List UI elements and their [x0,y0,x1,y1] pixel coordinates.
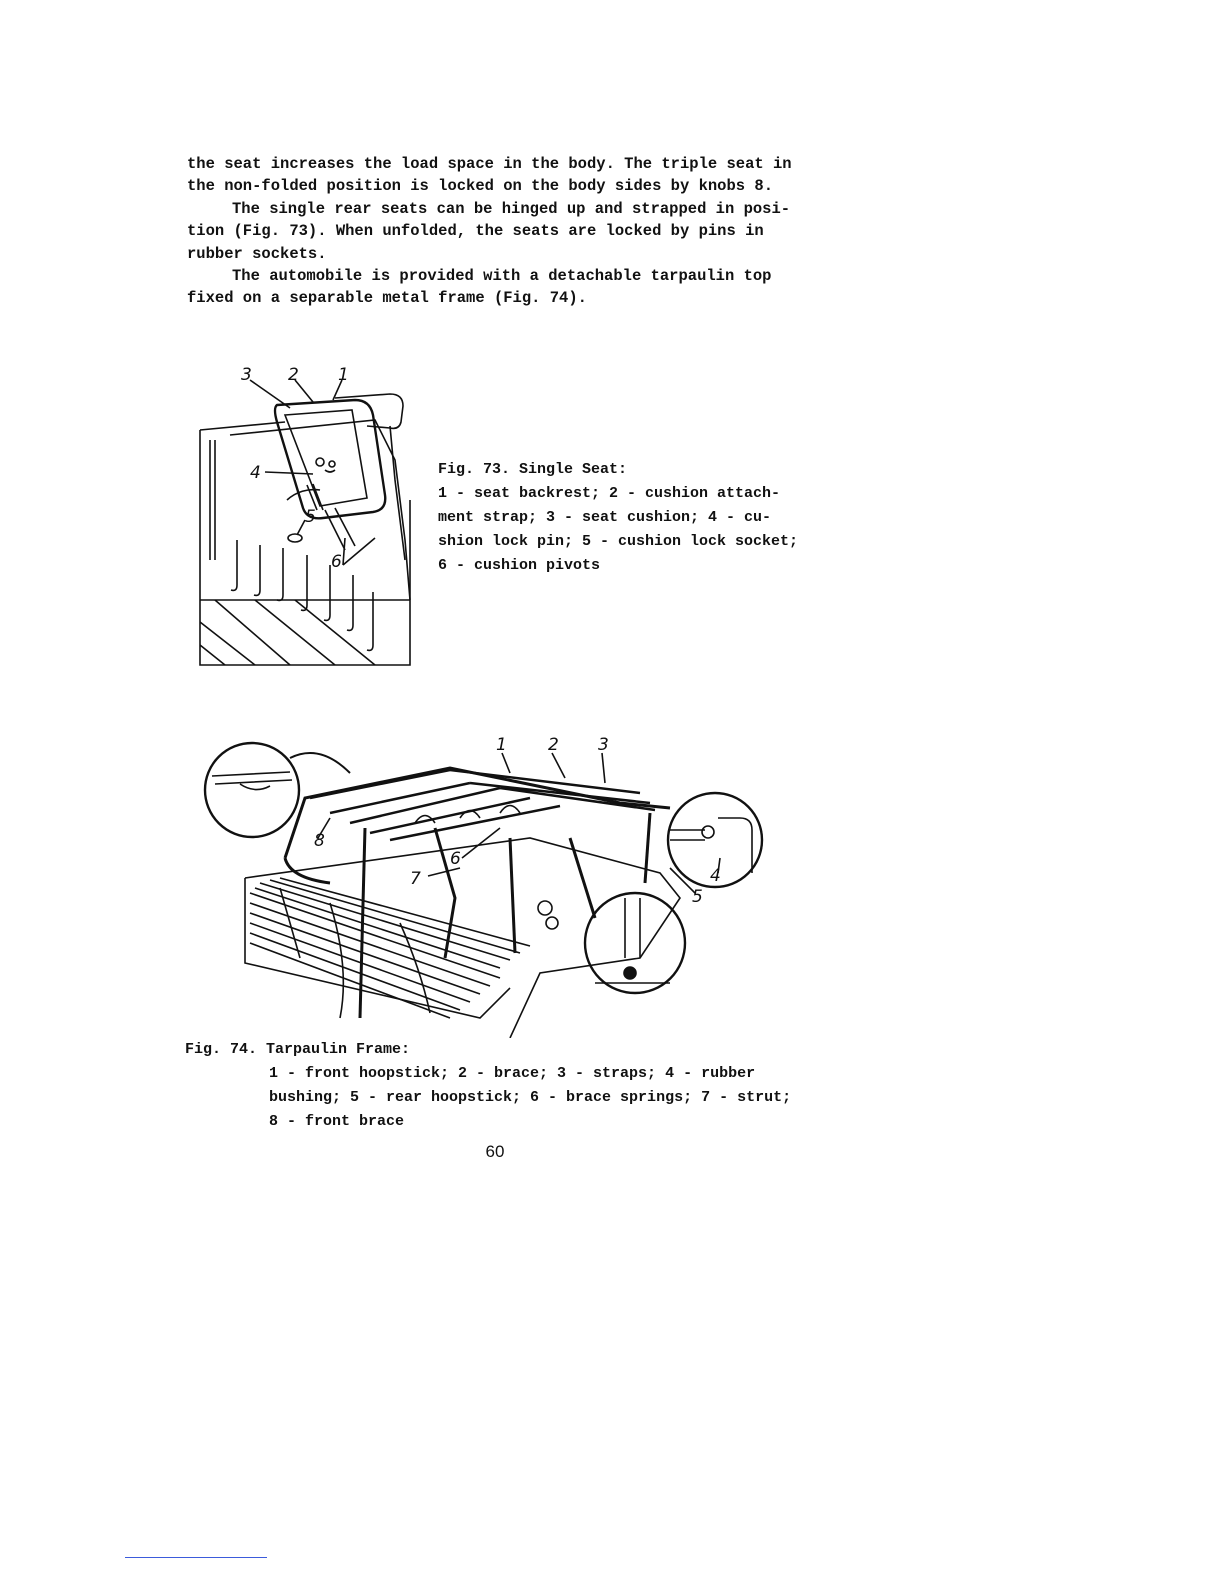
caption-line: Fig. 73. Single Seat: [438,461,628,478]
fig74-callout-8: 8 [314,831,325,851]
body-paragraph-3: The automobile is provided with a detachable tarpaulin top fixed on a separable metal frame (Fig. 74). [187,267,772,308]
fig73-callout-6: 6 [331,552,342,572]
caption-line: ment strap; 3 - seat cushion; 4 - cu- [438,509,772,526]
figure-73-caption [438,458,808,578]
body-paragraph-1: the seat increases the load space in the body. The triple seat in the non-folded position is locked on the body sides by knobs 8. [187,155,792,196]
figure-74-illustration [200,728,770,1038]
page-number: 60 [485,1142,505,1161]
figure-73-illustration [195,360,413,670]
fig73-callout-5: 5 [305,507,316,527]
fig74-callout-6: 6 [450,849,461,869]
fig73-callout-2: 2 [288,365,299,385]
caption-line: 8 - front brace [269,1113,405,1130]
caption-line: 6 - cushion pivots [438,557,601,574]
fig74-callout-3: 3 [598,735,609,755]
footnote-divider [125,1557,267,1558]
fig74-callout-4: 4 [710,866,721,886]
fig73-callout-1: 1 [338,365,349,385]
caption-title: Fig. 74. Tarpaulin Frame: [185,1041,411,1058]
caption-line: shion lock pin; 5 - cushion lock socket; [438,533,799,550]
fig74-callout-5: 5 [692,887,703,907]
fig74-callout-1: 1 [496,735,507,755]
fig74-callout-2: 2 [548,735,559,755]
caption-line: 1 - front hoopstick; 2 - brace; 3 - straps; 4 - rubber [269,1065,756,1082]
fig73-callout-4: 4 [250,463,261,483]
fig74-callout-7: 7 [410,869,421,889]
body-paragraph-2: The single rear seats can be hinged up and strapped in posi- tion (Fig. 73). When unfolded, the seats are locked by pins in rubber sockets. [187,200,791,263]
figure-74-caption [185,1038,805,1134]
caption-line: bushing; 5 - rear hoopstick; 6 - brace springs; 7 - strut; [269,1089,792,1106]
fig73-callout-3: 3 [241,365,252,385]
caption-line: 1 - seat backrest; 2 - cushion attach- [438,485,781,502]
